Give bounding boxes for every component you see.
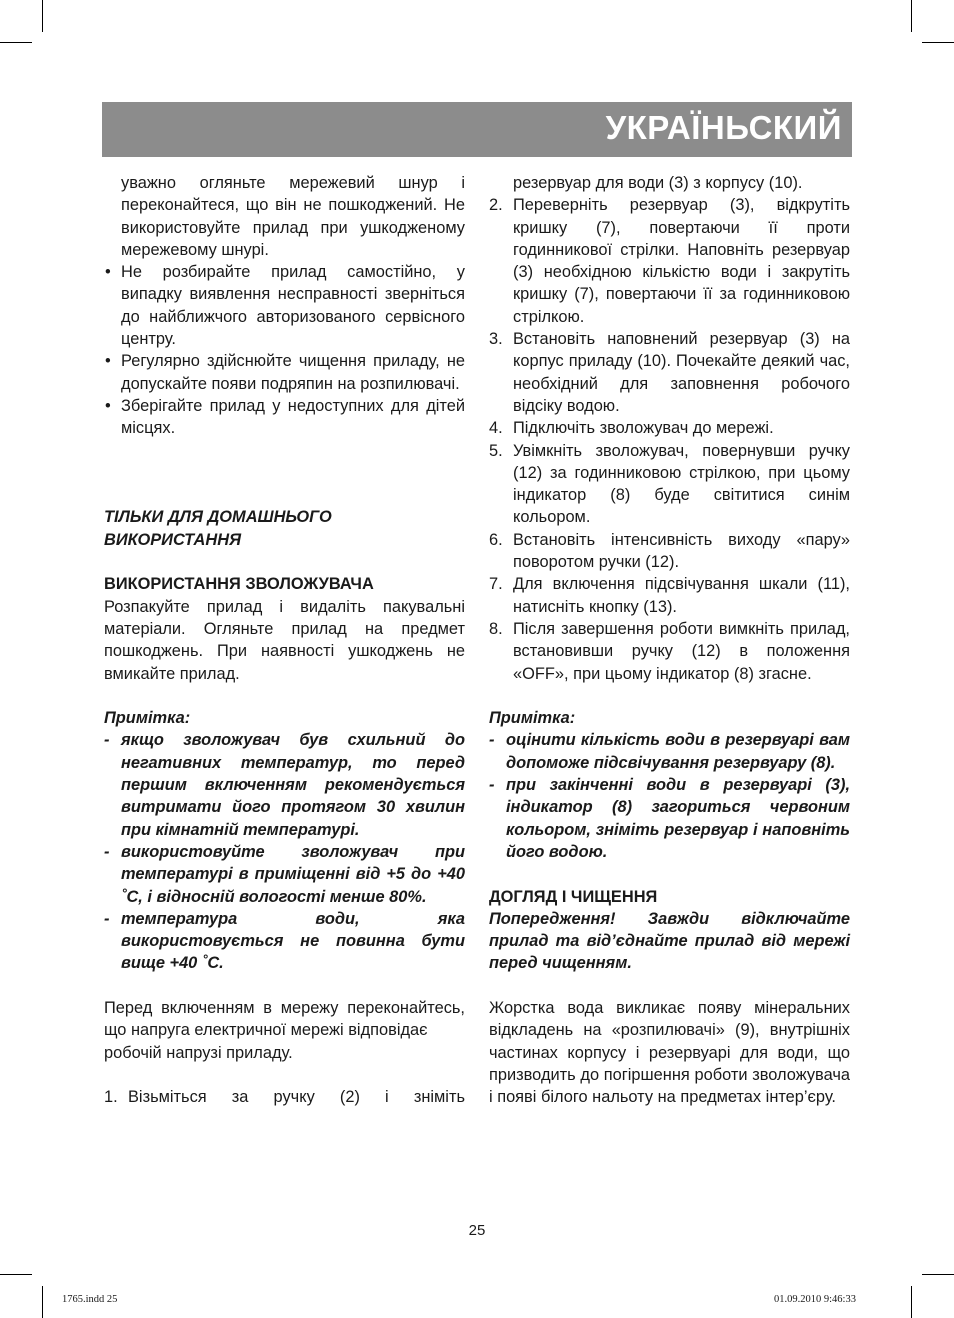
- right-column: [489, 172, 850, 1108]
- page-title: УКРАЇНЬСКИЙ: [605, 109, 842, 146]
- bullet-text: Зберігайте прилад у недоступних для дітей місцях.: [121, 396, 465, 438]
- step-item: 7. Для включення підсвічування шкали (11), натисніть кнопку (13).: [489, 573, 850, 618]
- step-item: 5. Увімкніть зволожувач, повернувши ручку (12) за годинниковою стрілкою, при цьому індикатор (8) буде світитися синім кольором.: [489, 440, 850, 529]
- note-heading: Примітка:: [104, 709, 191, 728]
- language-banner: [102, 102, 852, 157]
- bullet-text: Регулярно здійснюйте чищення приладу, не допускайте появи подряпин на розпилювачі.: [121, 352, 465, 393]
- bullet-item: [104, 395, 465, 440]
- note-item: - якщо зволожувач був схильний до негативних температур, то перед першим включенням рекомендується витримати його протягом 30 хвилин при кімнатній температурі.: [104, 729, 465, 840]
- section-heading: ТІЛЬКИ ДЛЯ ДОМАШНЬОГО ВИКОРИСТАННЯ: [104, 508, 332, 549]
- step-item: 2. Переверніть резервуар (3), відкрутіть кришку (7), повертаючи її проти годинникової стрілки. Наповніть резервуар (3) необхідною кількістю води і закрутіть кришку (7), повертаючи її за годинниковою стрілкою.: [489, 194, 850, 328]
- paragraph: Розпакуйте прилад і видаліть пакувальні матеріали. Огляньте прилад на предмет пошкоджень. При наявності ушкоджень не вмикайте прилад.: [104, 597, 465, 683]
- bullet-item: [104, 261, 465, 350]
- crop-mark: [0, 42, 32, 43]
- step-text: Для включення підсвічування шкали (11), натисніть кнопку (13).: [513, 575, 850, 616]
- paragraph: Перед включенням в мережу переконайтесь, що напруга електричної мережі відповідає: [104, 998, 465, 1040]
- note-text: використовуйте зволожувач при температурі в приміщенні від +5 до +40 ˚С, і відносній вологості менше 80%.: [121, 842, 465, 906]
- paragraph: робочій напрузі приладу.: [104, 1043, 293, 1062]
- bullet-icon: •: [105, 396, 111, 415]
- step-item: 3. Встановіть наповнений резервуар (3) на корпус приладу (10). Почекайте деякий час, необхідний для заповнення робочого відсіку водою.: [489, 328, 850, 417]
- step-text: Переверніть резервуар (3), відкрутіть кришку (7), повертаючи її проти годинникової стрілки. Наповніть резервуар (3) необхідною кількістю води і закрутіть кришку (7), повертаючи її за годинниковою стрілкою.: [513, 196, 850, 326]
- crop-mark: [911, 1286, 912, 1318]
- file-slug: 1765.indd 25: [62, 1294, 118, 1305]
- note-item: - температура води, яка використовується не повинна бути вище +40 ˚С.: [104, 908, 465, 975]
- bullet-icon: •: [105, 263, 111, 282]
- crop-mark: [0, 1274, 32, 1275]
- step-text: Підключіть зволожувач до мережі.: [513, 419, 774, 438]
- bullet-item: [104, 350, 465, 395]
- bullet-text: Не розбирайте прилад самостійно, у випадку виявлення несправності зверніться до найближчого авторизованого сервісного центру.: [121, 263, 465, 349]
- step-continuation: резервуар для води (3) з корпусу (10).: [513, 174, 803, 192]
- note-text: при закінченні води в резервуарі (3), індикатор (8) загориться червоним кольором, зніміть резервуар і наповніть його водою.: [506, 776, 850, 861]
- left-column: [104, 172, 465, 1108]
- step-item: 1. Візьміться за ручку (2) і зніміть: [104, 1086, 465, 1108]
- step-text: Візьміться за ручку (2) і зніміть: [128, 1088, 465, 1107]
- crop-mark: [42, 0, 43, 32]
- step-item: 4. Підключіть зволожувач до мережі.: [489, 417, 850, 439]
- step-text: Встановіть наповнений резервуар (3) на корпус приладу (10). Почекайте деякий час, необхідний для заповнення робочого відсіку водою.: [513, 330, 850, 415]
- crop-mark: [911, 0, 912, 32]
- step-text: Увімкніть зволожувач, повернувши ручку (12) за годинниковою стрілкою, при цьому індикатор (8) буде світитися синім кольором.: [513, 441, 850, 527]
- note-heading: Примітка:: [489, 709, 576, 728]
- crop-mark: [922, 1274, 954, 1275]
- step-item: 8. Після завершення роботи вимкніть прилад, встановивши ручку (12) в положення «OFF», при цьому індикатор (8) згасне.: [489, 618, 850, 685]
- section-heading: ДОГЛЯД І ЧИЩЕННЯ: [489, 887, 658, 906]
- paragraph: уважно огляньте мережевий шнур і переконайтеся, що він не пошкоджений. Не використовуйте прилад при ушкодженому мережевому шнурі.: [121, 174, 465, 259]
- crop-mark: [922, 42, 954, 43]
- note-text: температура води, яка використовується не повинна бути вище +40 ˚С.: [121, 909, 465, 973]
- step-item: 6. Встановіть інтенсивність виходу «пару» поворотом ручки (12).: [489, 529, 850, 574]
- note-item: - оцінити кількість води в резервуарі вам допоможе підсвічування резервуару (8).: [489, 729, 850, 774]
- bullet-icon: •: [105, 352, 111, 371]
- note-text: оцінити кількість води в резервуарі вам допоможе підсвічування резервуару (8).: [506, 731, 850, 772]
- section-heading: ВИКОРИСТАННЯ ЗВОЛОЖУВАЧА: [104, 575, 374, 594]
- warning-text: Попередження! Завжди відключайте прилад та від’єднайте прилад від мережі перед чищенням.: [489, 909, 850, 973]
- page-number: 25: [468, 1222, 486, 1239]
- note-item: - при закінченні води в резервуарі (3), індикатор (8) загориться червоним кольором, зніміть резервуар і наповніть його водою.: [489, 774, 850, 863]
- note-text: якщо зволожувач був схильний до негативних температур, то перед першим включенням рекомендується витримати його протягом 30 хвилин при кімнатній температурі.: [121, 731, 465, 839]
- step-text: Після завершення роботи вимкніть прилад, встановивши ручку (12) в положення «OFF», при цьому індикатор (8) згасне.: [513, 619, 850, 683]
- paragraph: Жорстка вода викликає появу мінеральних відкладень на «розпилювачі» (9), внутрішніх частинах корпусу і резервуарі для води, що призводить до погіршення роботи зволожувача і появі білого нальоту на предметах інтер’єру.: [489, 998, 850, 1107]
- crop-mark: [42, 1286, 43, 1318]
- date-slug: 01.09.2010 9:46:33: [774, 1294, 856, 1305]
- note-item: - використовуйте зволожувач при температурі в приміщенні від +5 до +40 ˚С, і відносній вологості менше 80%.: [104, 841, 465, 908]
- step-text: Встановіть інтенсивність виходу «пару» поворотом ручки (12).: [513, 530, 850, 572]
